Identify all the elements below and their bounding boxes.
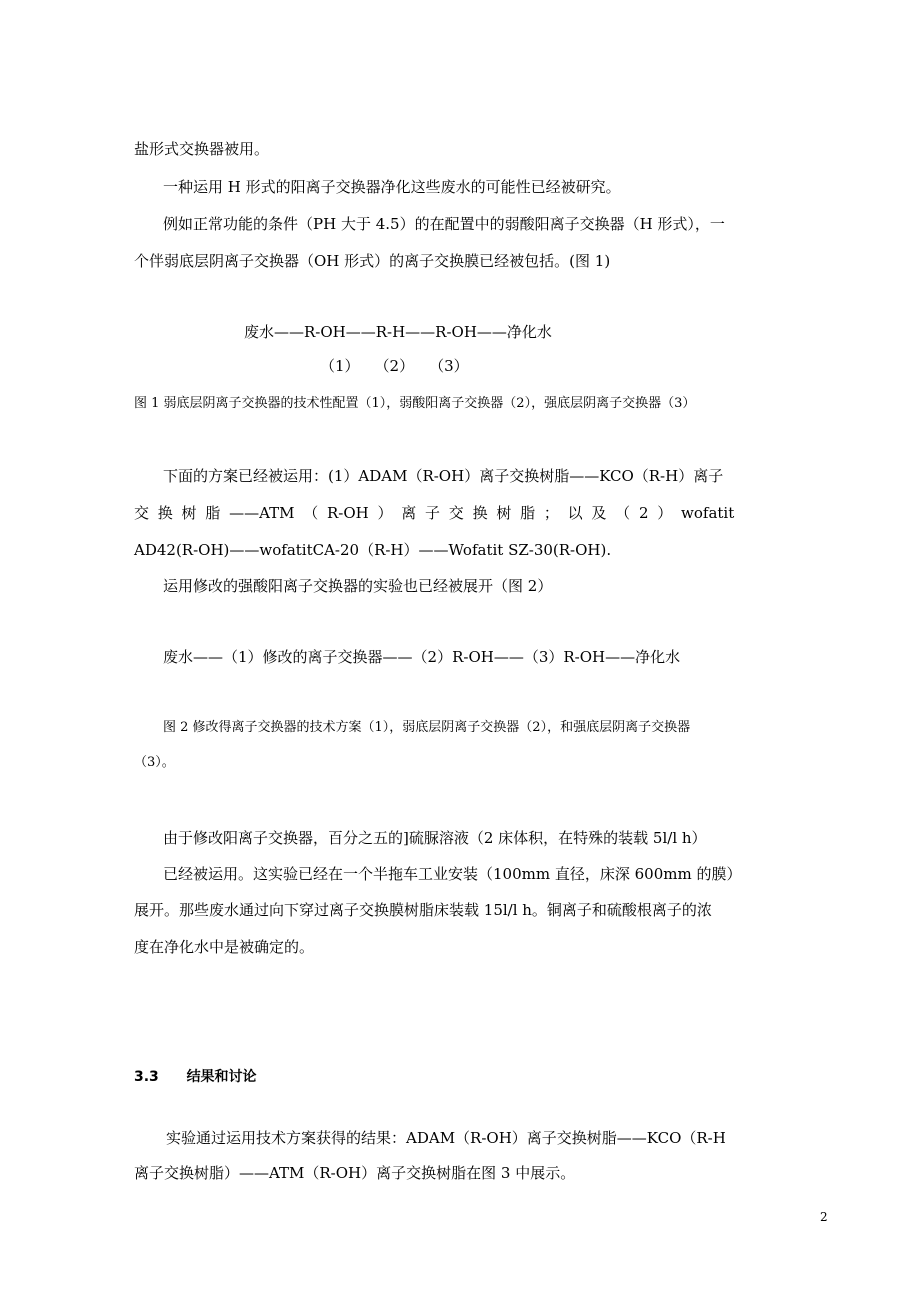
paragraph-line: 下面的方案已经被运用：(1）ADAM（R-OH）离子交换树脂——KCO（R-H）离子 [163,467,724,485]
paragraph-line: 展开。那些废水通过向下穿过离子交换膜树脂床装载 15l/l h。铜离子和硫酸根离子的浓 [134,901,712,919]
paragraph-line: 一种运用 H 形式的阳离子交换器净化这些废水的可能性已经被研究。 [163,178,621,196]
paragraph-line: 盐形式交换器被用。 [134,140,270,158]
section-number: 3.3 [134,1069,159,1085]
paragraph-line: 离子交换树脂）——ATM（R-OH）离子交换树脂在图 3 中展示。 [134,1164,576,1182]
page-number: 2 [820,1210,828,1224]
paragraph-line: AD42(R-OH)——wofatitCA-20（R-H）——Wofatit SZ-30(R-OH). [134,541,612,559]
figure2-caption-cont: （3）。 [134,755,175,770]
paragraph-line: 实验通过运用技术方案获得的结果：ADAM（R-OH）离子交换树脂——KCO（R-H [166,1129,726,1147]
figure1-numbers: （1） （2） （3） [320,357,469,375]
section-title: 结果和讨论 [186,1069,257,1085]
figure1-caption: 图 1 弱底层阴离子交换器的技术性配置（1），弱酸阳离子交换器（2），强底层阴离子交换器（3） [134,396,696,411]
paragraph-line: 交 换 树 脂 ——ATM （ R-OH ） 离 子 交 换 树 脂 ； 以 及 （ 2 ） wofatit [134,504,735,522]
paragraph-line: 由于修改阳离子交换器，百分之五的]硫脲溶液（2 床体积，在特殊的装载 5l/l h） [163,829,707,847]
paragraph-line: 例如正常功能的条件（PH 大于 4.5）的在配置中的弱酸阳离子交换器（H 形式），一 [163,215,725,233]
paragraph-line: 已经被运用。这实验已经在一个半拖车工业安装（100mm 直径，床深 600mm 的膜） [163,865,742,883]
paragraph-line: 个伴弱底层阴离子交换器（OH 形式）的离子交换膜已经被包括。(图 1) [134,252,611,270]
section-heading [134,1066,257,1088]
figure1-scheme: 废水——R-OH——R-H——R-OH——净化水 [244,323,552,341]
paragraph-line: 度在净化水中是被确定的。 [134,938,315,956]
paragraph-line: 运用修改的强酸阳离子交换器的实验也已经被展开（图 2） [163,577,553,595]
figure2-caption: 图 2 修改得离子交换器的技术方案（1），弱底层阴离子交换器（2），和强底层阴离子交换器 [163,720,691,735]
figure2-scheme: 废水——（1）修改的离子交换器——（2）R-OH——（3）R-OH——净化水 [163,648,681,666]
